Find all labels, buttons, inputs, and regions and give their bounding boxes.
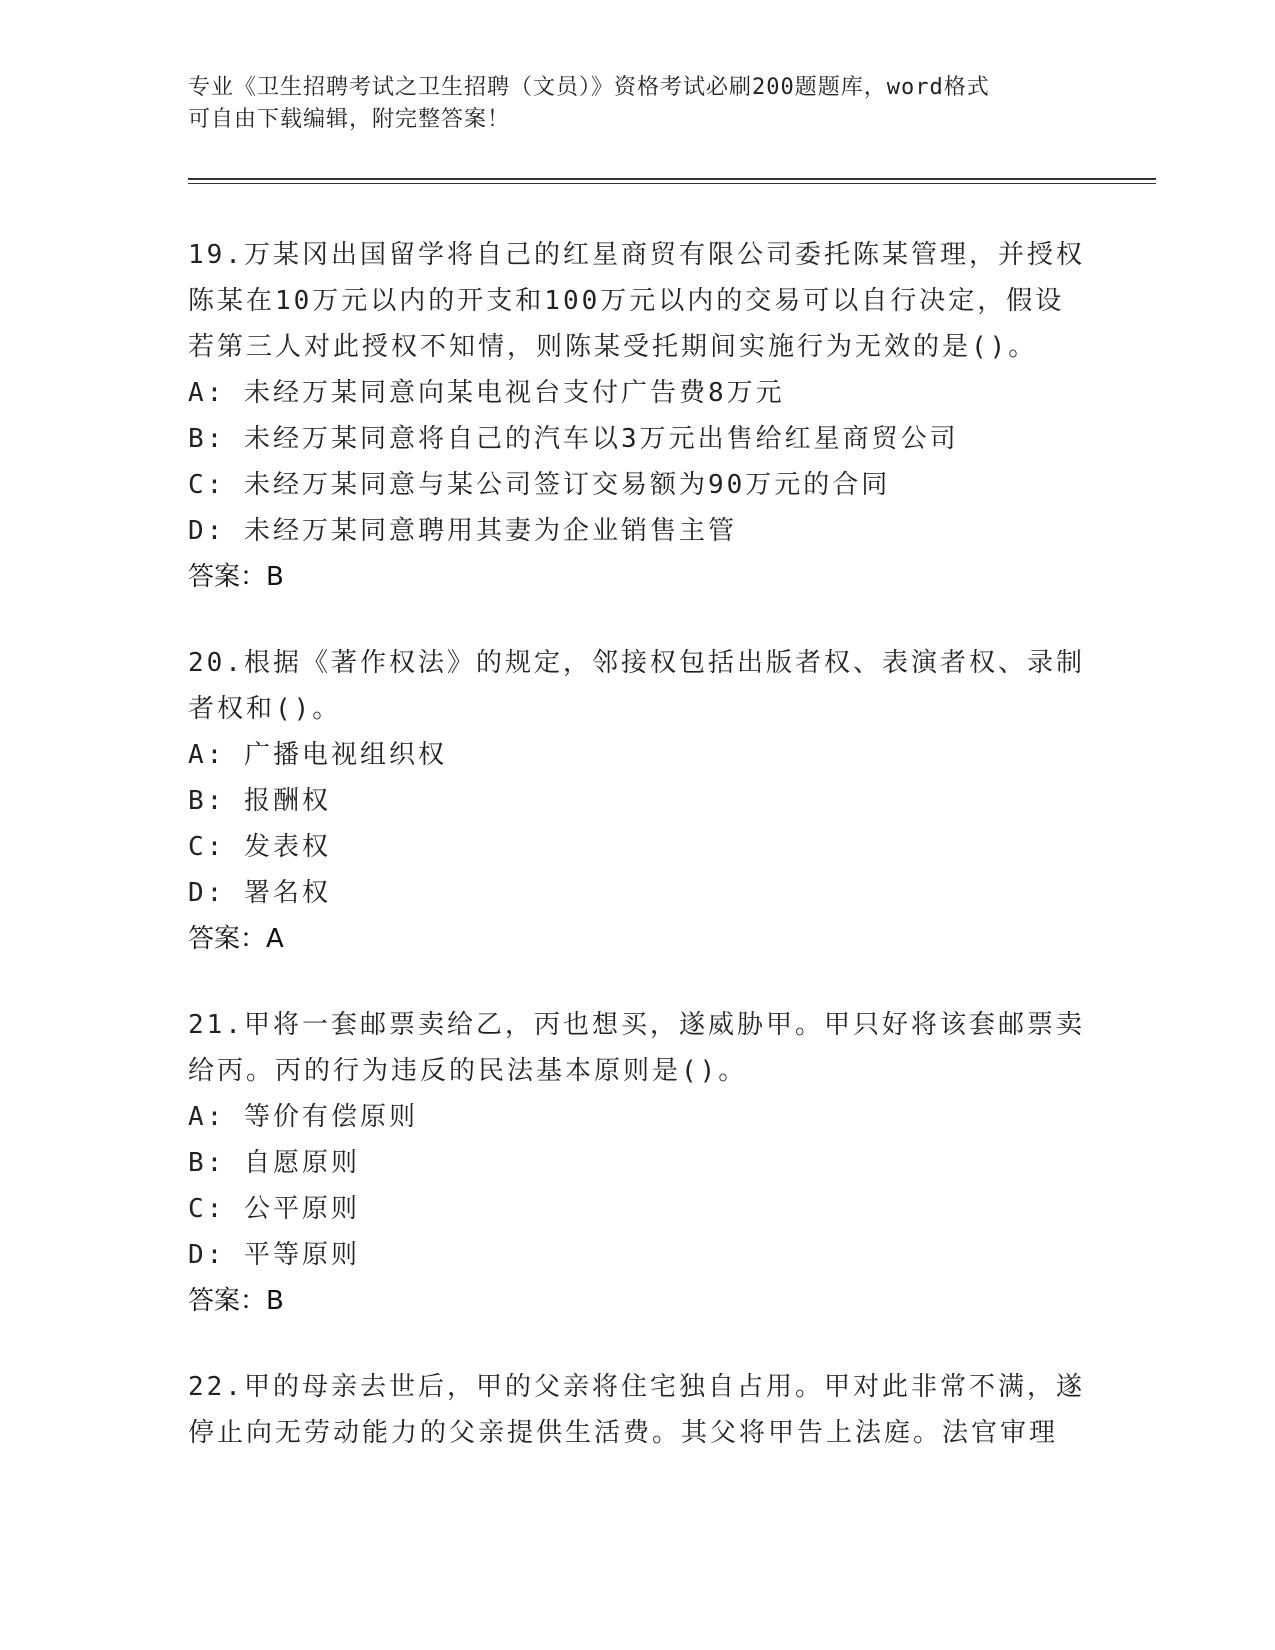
- option-d: D: 平等原则: [188, 1240, 360, 1270]
- option-d: D: 署名权: [188, 878, 331, 908]
- header-line-1: 专业《卫生招聘考试之卫生招聘（文员）》资格考试必刷200题题库，word格式: [188, 75, 990, 100]
- option-b: B: 未经万某同意将自己的汽车以3万元出售给红星商贸公司: [188, 424, 959, 454]
- header-divider-thick: [188, 178, 1156, 180]
- question-text: 19.万某冈出国留学将自己的红星商贸有限公司委托陈某管理，并授权陈某在10万元以内的开支和100万元以内的交易可以自行决定，假设若第三人对此授权不知情，则陈某受托期间实施行为无效的是()。: [188, 240, 1085, 362]
- header-line-2: 可自由下载编辑，附完整答案！: [188, 107, 511, 132]
- option-c: C: 公平原则: [188, 1194, 360, 1224]
- answer-line: 答案：A: [188, 924, 284, 954]
- question-22: [188, 1364, 1088, 1456]
- header-divider-thin: [188, 183, 1156, 184]
- question-text: 21.甲将一套邮票卖给乙，丙也想买，遂威胁甲。甲只好将该套邮票卖给丙。丙的行为违反的民法基本原则是()。: [188, 1010, 1085, 1086]
- question-20: [188, 640, 1088, 962]
- question-21: [188, 1002, 1088, 1324]
- question-text: 20.根据《著作权法》的规定，邻接权包括出版者权、表演者权、录制者权和()。: [188, 648, 1085, 724]
- option-a: A: 广播电视组织权: [188, 740, 447, 770]
- option-c: C: 发表权: [188, 832, 331, 862]
- option-d: D: 未经万某同意聘用其妻为企业销售主管: [188, 516, 737, 546]
- option-c: C: 未经万某同意与某公司签订交易额为90万元的合同: [188, 470, 891, 500]
- option-b: B: 自愿原则: [188, 1148, 360, 1178]
- question-list: [188, 232, 1088, 1496]
- question-text: 22.甲的母亲去世后，甲的父亲将住宅独自占用。甲对此非常不满，遂停止向无劳动能力的父亲提供生活费。其父将甲告上法庭。法官审理: [188, 1372, 1085, 1448]
- question-19: [188, 232, 1088, 600]
- option-b: B: 报酬权: [188, 786, 331, 816]
- answer-line: 答案：B: [188, 1286, 284, 1316]
- answer-line: 答案：B: [188, 562, 284, 592]
- option-a: A: 等价有偿原则: [188, 1102, 418, 1132]
- option-a: A: 未经万某同意向某电视台支付广告费8万元: [188, 378, 785, 408]
- document-header: [188, 72, 1068, 136]
